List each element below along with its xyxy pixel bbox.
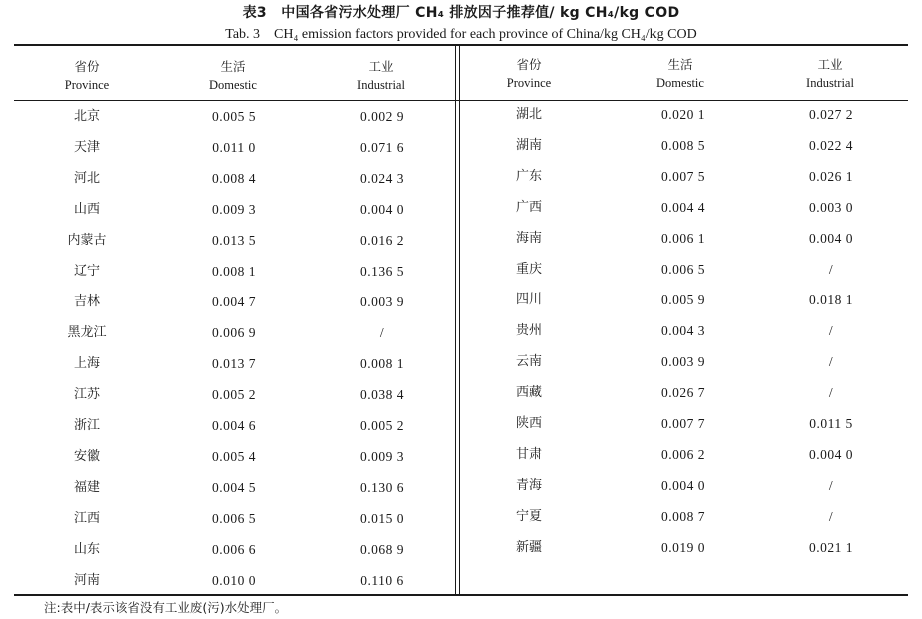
- right-domestic-cell: 0.004 0: [661, 477, 705, 493]
- left-domestic-cell: 0.005 4: [212, 448, 256, 464]
- right-domestic-cell: 0.008 7: [661, 508, 705, 524]
- header-industrial-left: 工业 Industrial: [357, 59, 405, 92]
- left-province-cell: 山西: [73, 201, 100, 217]
- left-industrial-cell: 0.002 9: [360, 109, 404, 124]
- left-domestic-cell: 0.009 3: [212, 201, 256, 217]
- right-industrial-cell: 0.018 1: [809, 292, 853, 308]
- right-industrial-cell: 0.004 0: [809, 230, 853, 246]
- left-industrial-cell: 0.110 6: [360, 572, 404, 588]
- left-industrial-cell: 0.015 0: [360, 510, 404, 526]
- left-province-cell: 黑龙江: [67, 325, 107, 341]
- left-domestic-cell: 0.006 9: [212, 325, 256, 341]
- left-domestic-cell: 0.004 5: [212, 479, 256, 495]
- right-industrial-cell: 0.026 1: [809, 168, 853, 184]
- left-industrial-cell: 0.136 5: [360, 263, 404, 279]
- right-domestic-cell: 0.006 1: [661, 230, 705, 246]
- right-industrial-cell: /: [828, 508, 834, 524]
- right-domestic-cell: 0.020 1: [661, 107, 705, 122]
- right-domestic-cell: 0.006 5: [661, 261, 705, 277]
- left-industrial-cell: 0.024 3: [360, 170, 404, 186]
- right-province-cell: 广东: [515, 168, 542, 184]
- right-domestic-cell: 0.008 5: [661, 137, 705, 153]
- left-province-cell: 安徽: [73, 448, 100, 464]
- table-title-chinese: 表3 中国各省污水处理厂 CH₄ 排放因子推荐值/ kg CH₄/kg COD: [242, 5, 680, 21]
- bottom-rule: [14, 594, 908, 596]
- right-province-cell: 海南: [515, 230, 542, 246]
- right-province-cell: 云南: [515, 354, 542, 370]
- right-province-cell: 湖北: [515, 107, 542, 122]
- left-domestic-cell: 0.004 7: [212, 294, 256, 310]
- right-province-cell: 重庆: [515, 261, 542, 277]
- left-domestic-cell: 0.008 4: [212, 170, 256, 186]
- left-province-cell: 江苏: [73, 387, 100, 403]
- right-industrial-cell: 0.003 0: [809, 199, 853, 215]
- right-industrial-cell: /: [828, 261, 834, 277]
- left-domestic-cell: 0.011 0: [212, 139, 256, 155]
- right-province-cell: 贵州: [515, 323, 542, 339]
- right-province-cell: 青海: [515, 477, 542, 493]
- right-province-cell: 广西: [515, 199, 542, 215]
- left-domestic-cell: 0.010 0: [212, 572, 256, 588]
- left-industrial-cell: 0.016 2: [360, 232, 404, 248]
- right-domestic-cell: 0.004 4: [661, 199, 705, 215]
- right-domestic-cell: 0.004 3: [661, 323, 705, 339]
- left-province-cell: 北京: [73, 109, 100, 124]
- left-industrial-cell: 0.130 6: [360, 479, 404, 495]
- left-industrial-cell: 0.003 9: [360, 294, 404, 310]
- left-province-cell: 吉林: [73, 294, 100, 310]
- left-province-cell: 上海: [73, 356, 100, 372]
- left-industrial-cell: 0.004 0: [360, 201, 404, 217]
- right-domestic-cell: 0.007 5: [661, 168, 705, 184]
- right-industrial-cell: 0.004 0: [809, 446, 853, 462]
- right-province-cell: 西藏: [515, 385, 542, 401]
- right-domestic-cell: 0.019 0: [661, 539, 705, 555]
- right-province-cell: 湖南: [515, 137, 542, 153]
- right-domestic-cell: 0.006 2: [661, 446, 705, 462]
- right-province-cell: 甘肃: [515, 446, 542, 462]
- left-domestic-cell: 0.004 6: [212, 418, 256, 433]
- header-industrial-right: 工业 Industrial: [806, 57, 854, 90]
- left-province-cell: 辽宁: [73, 263, 100, 279]
- left-domestic-cell: 0.008 1: [212, 263, 256, 279]
- left-province-cell: 河北: [73, 170, 100, 186]
- left-province-cell: 福建: [73, 479, 100, 495]
- header-domestic-left: 生活 Domestic: [209, 59, 257, 92]
- right-industrial-cell: 0.027 2: [809, 107, 853, 122]
- table-footnote: 注:表中/表示该省没有工业废(污)水处理厂。: [44, 600, 288, 615]
- left-province-cell: 江西: [73, 510, 100, 526]
- right-domestic-cell: 0.026 7: [661, 385, 705, 401]
- table-title-english: Tab. 3 CH₄ emission factors provided for each province of China/kg CH₄/kg COD: [225, 27, 697, 42]
- right-province-cell: 四川: [515, 292, 542, 308]
- left-industrial-cell: 0.038 4: [360, 387, 404, 403]
- left-domestic-cell: 0.005 5: [212, 109, 256, 124]
- left-industrial-cell: 0.008 1: [360, 356, 404, 372]
- header-rule: [14, 100, 908, 101]
- header-province-left: 省份 Province: [64, 59, 110, 92]
- top-rule: [14, 44, 908, 46]
- right-industrial-cell: /: [828, 323, 834, 339]
- right-industrial-cell: /: [828, 385, 834, 401]
- right-industrial-cell: /: [828, 354, 834, 370]
- left-province-cell: 山东: [73, 541, 100, 557]
- header-province-right: 省份 Province: [506, 57, 552, 90]
- right-province-cell: 宁夏: [515, 508, 542, 524]
- right-domestic-cell: 0.007 7: [661, 416, 705, 431]
- left-industrial-cell: /: [379, 325, 385, 341]
- left-domestic-cell: 0.006 5: [212, 510, 256, 526]
- right-industrial-cell: 0.011 5: [809, 416, 853, 431]
- left-domestic-cell: 0.005 2: [212, 387, 256, 403]
- left-industrial-cell: 0.005 2: [360, 418, 404, 433]
- right-industrial-cell: /: [828, 477, 834, 493]
- right-industrial-cell: 0.022 4: [809, 137, 853, 153]
- right-domestic-cell: 0.003 9: [661, 354, 705, 370]
- right-domestic-cell: 0.005 9: [661, 292, 705, 308]
- left-province-cell: 浙江: [73, 418, 100, 433]
- right-province-cell: 陕西: [515, 416, 542, 431]
- left-industrial-cell: 0.009 3: [360, 448, 404, 464]
- left-province-cell: 天津: [73, 139, 100, 155]
- right-industrial-cell: 0.021 1: [809, 539, 853, 555]
- right-province-cell: 新疆: [515, 539, 542, 555]
- header-domestic-right: 生活 Domestic: [656, 57, 704, 90]
- column-divider: [455, 45, 460, 594]
- left-industrial-cell: 0.068 9: [360, 541, 404, 557]
- left-domestic-cell: 0.013 5: [212, 232, 256, 248]
- left-industrial-cell: 0.071 6: [360, 139, 404, 155]
- left-domestic-cell: 0.013 7: [212, 356, 256, 372]
- left-province-cell: 内蒙古: [67, 232, 107, 248]
- left-domestic-cell: 0.006 6: [212, 541, 256, 557]
- left-province-cell: 河南: [73, 572, 100, 588]
